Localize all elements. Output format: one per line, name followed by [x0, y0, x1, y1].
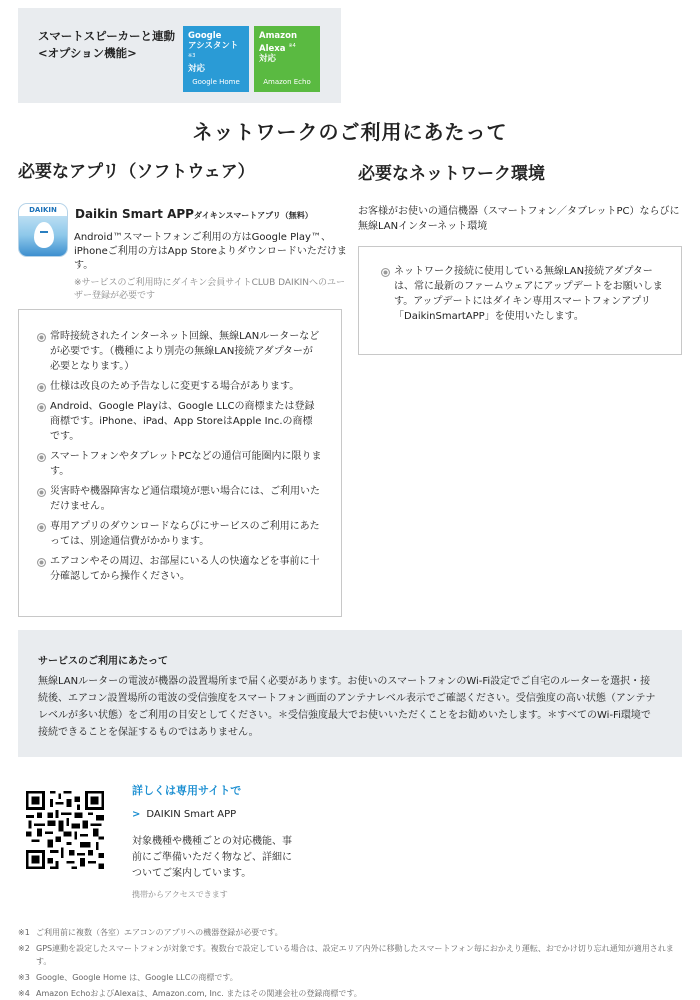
amazon-badge-line-2: Alexa: [259, 43, 286, 54]
required-app-heading: 必要なアプリ（ソフトウェア）: [18, 162, 255, 182]
list-item: ネットワーク接続に使用している無線LAN接続アダプターは、常に最新のファームウェアにアップデートをお願いします。アップデートにはダイキン専用スマートフォンアプリ「DaikinSmartAPP」を使用いたします。: [381, 264, 663, 324]
google-badge-line-2: アシスタント: [188, 41, 239, 51]
list-item: 専用アプリのダウンロードならびにサービスのご利用にあたっては、別途通信費がかかります。: [37, 519, 322, 549]
footnote-mark: ※2: [18, 944, 30, 953]
app-name-suffix: ダイキンスマートアプリ（無料）: [193, 211, 313, 220]
network-notes-box: [358, 246, 682, 355]
network-notes-list: [381, 264, 663, 324]
footnote: [18, 942, 682, 968]
app-name: [75, 207, 313, 221]
daikin-logo: DAIKIN: [19, 204, 67, 216]
app-notes-list: [37, 329, 322, 589]
chevron-right-icon: >: [132, 809, 141, 820]
daikin-smart-app-link[interactable]: [132, 809, 236, 820]
footnote: [18, 971, 682, 984]
mobile-access-note: 携帯からアクセスできます: [132, 890, 228, 899]
app-description: Android™スマートフォンご利用の方はGoogle Play™、iPhoneご利用の方はApp Storeよりダウンロードいただけます。: [74, 232, 347, 271]
page-title: ネットワークのご利用にあたって: [192, 120, 508, 144]
app-notes-box: [18, 309, 342, 617]
amazon-badge-line-3: 対応: [259, 53, 277, 64]
footnote-mark: ※4: [18, 989, 30, 998]
list-item: 災害時や機器障害など通信環境が悪い場合には、ご利用いただけません。: [37, 484, 322, 514]
smart-speaker-banner: [18, 8, 341, 103]
footnotes: [18, 926, 682, 1000]
google-badge-line-1: Google: [188, 31, 222, 41]
amazon-badge-bottom: Amazon Echo: [263, 78, 311, 86]
required-network-heading: 必要なネットワーク環境: [358, 164, 545, 184]
service-body: 無線LANルーターの電波が機器の設置場所まで届く必要があります。お使いのスマートフォンのWi-Fi設定でご自宅のルーターを選択・接続後、エアコン設置場所の電波の受信強度をスマートフォン画面のアンテナレベル表示でご確認ください。受信強度の高い状態（アンテナレベルが多い状態）をご利用の目安としてください。＊受信強度最大でお使いいただくことをお勧めいたします。＊すべてのWi-Fi環境で接続できることを保証するものではありません。: [38, 676, 656, 738]
banner-text: [38, 28, 175, 62]
list-item: スマートフォンやタブレットPCなどの通信可能圏内に限ります。: [37, 449, 322, 479]
list-item: 常時接続されたインターネット回線、無線LANルーターなどが必要です。（機種により別売の無線LAN接続アダプターが必要となります。）: [37, 329, 322, 374]
footnote-text: Amazon EchoおよびAlexaは、Amazon.com, Inc. またはその関連会社の登録商標です。: [36, 989, 362, 998]
list-item: 仕様は改良のため予告なしに変更する場合があります。: [37, 379, 322, 394]
footnote-text: Google、Google Home は、Google LLCの商標です。: [36, 973, 238, 982]
network-description: お客様がお使いの通信機器（スマートフォン／タブレットPC）ならびに無線LANインターネット環境: [358, 206, 680, 232]
amazon-badge-line-1: Amazon: [259, 31, 298, 41]
service-title: サービスのご利用にあたって: [38, 656, 168, 667]
qr-code-icon: [26, 791, 104, 869]
google-badge-sup: ※3: [188, 53, 196, 59]
more-info-title: 詳しくは専用サイトで: [132, 784, 242, 797]
footnote-text: ご利用前に複数（各室）エアコンのアプリへの機器登録が必要です。: [36, 928, 283, 937]
more-info-description: 対象機種や機種ごとの対応機能、事前にご準備いただく物など、詳細についてご案内しています。: [132, 836, 292, 879]
banner-line-2: <オプション機能>: [38, 46, 137, 60]
footnote-mark: ※1: [18, 928, 30, 937]
footnote: [18, 926, 682, 939]
google-badge-bottom: Google Home: [192, 78, 240, 86]
footnote: [18, 987, 682, 1000]
link-label: DAIKIN Smart APP: [146, 809, 237, 820]
google-assistant-badge: [183, 26, 249, 92]
banner-line-1: スマートスピーカーと連動: [38, 29, 175, 43]
google-badge-line-3: 対応: [188, 63, 206, 74]
app-name-text: Daikin Smart APP: [75, 207, 194, 221]
mascot-drop-icon: [34, 222, 54, 248]
service-notice: [18, 630, 682, 757]
footnote-mark: ※3: [18, 973, 30, 982]
list-item: Android、Google Playは、Google LLCの商標または登録商標です。iPhone、iPad、App StoreはApple Inc.の商標です。: [37, 399, 322, 444]
list-item: エアコンやその周辺、お部屋にいる人の快適などを事前に十分確認してから操作ください。: [37, 554, 322, 584]
daikin-app-icon: [18, 203, 68, 257]
amazon-badge-sup: ※4: [288, 43, 296, 49]
footnote-text: GPS連動を設定したスマートフォンが対象です。複数台で設定している場合は、設定エリア内外に移動したスマートフォン毎におかえり運転、おでかけ切り忘れ通知が適用されます。: [36, 944, 674, 966]
amazon-alexa-badge: [254, 26, 320, 92]
app-note: ※サービスのご利用時にダイキン会員サイトCLUB DAIKINへのユーザー登録が必要です: [74, 278, 345, 301]
